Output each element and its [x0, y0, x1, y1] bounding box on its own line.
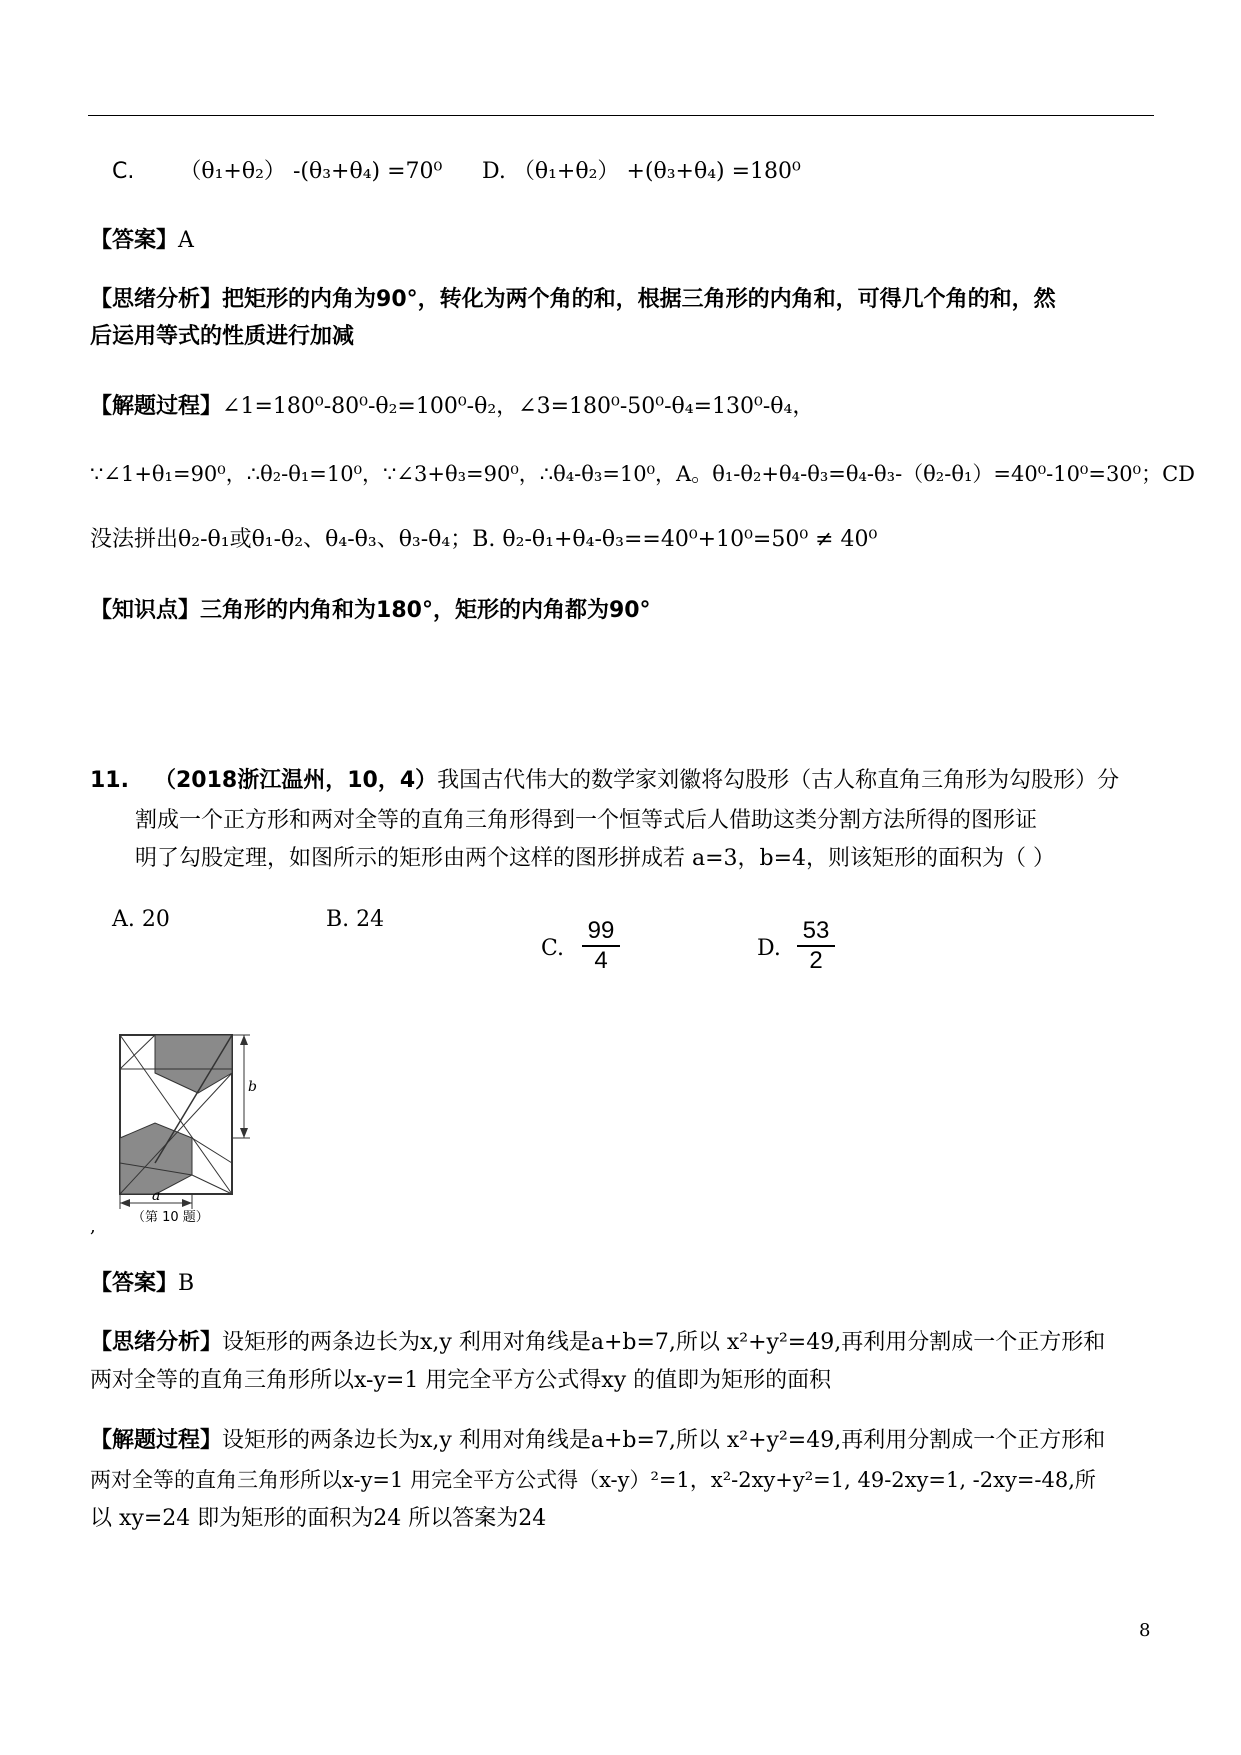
- figure-shaded-bottom: [120, 1123, 192, 1194]
- q11-solution-tag: 【解题过程】: [90, 1428, 223, 1453]
- q11-option-c-label: C.: [541, 936, 565, 961]
- q11-option-c-denominator: 4: [594, 947, 608, 974]
- q11-option-d-numerator: 53: [797, 917, 835, 947]
- q10-solution-line3: 没法拼出θ₂-θ₁或θ₁-θ₂、θ₄-θ₃、θ₃-θ₄；B. θ₂-θ₁+θ₄-θ₃==40⁰+10⁰=50⁰ ≠ 40⁰: [90, 527, 878, 552]
- option-d-expr-mid: +(θ₃+θ₄): [626, 159, 725, 184]
- option-c-label: C.: [112, 159, 135, 184]
- q10-analysis-text1: 把矩形的内角为90°，转化为两个角的和，根据三角形的内角和，可得几个角的和，然: [222, 287, 1056, 312]
- q11-analysis-line2: 两对全等的直角三角形所以x-y=1 用完全平方公式得xy 的值即为矩形的面积: [90, 1368, 832, 1393]
- q11-option-d-fraction: [797, 917, 835, 975]
- q10-solution-text1: ∠1=180⁰-80⁰-θ₂=100⁰-θ₂，∠3=180⁰-50⁰-θ₄=130⁰-θ₄，: [222, 394, 815, 419]
- q11-option-c-fraction: [582, 917, 620, 975]
- q10-answer-tag: 【答案】: [90, 228, 179, 253]
- q10-knowledge: [90, 597, 651, 625]
- q11-stem-line3: 明了勾股定理，如图所示的矩形由两个这样的图形拼成若 a=3，b=4，则该矩形的面积为（ ）: [135, 846, 1056, 871]
- q11-option-c-numerator: 99: [582, 917, 620, 947]
- q10-analysis-line1: [90, 286, 1056, 314]
- figure-label-a: a: [152, 1188, 161, 1204]
- option-c-expr-right: =70⁰: [387, 159, 443, 184]
- option-d-label: D.: [482, 159, 506, 184]
- q11-stem-line2: 割成一个正方形和两对全等的直角三角形得到一个恒等式后人借助这类分割方法所得的图形证: [135, 808, 1038, 833]
- q11-analysis-text1: 设矩形的两条边长为x,y 利用对角线是a+b=7,所以 x²+y²=49,再利用分割成一个正方形和: [222, 1330, 1106, 1355]
- header-rule: [88, 115, 1154, 116]
- q11-analysis-tag: 【思绪分析】: [90, 1330, 223, 1355]
- figure-label-b: b: [248, 1079, 257, 1095]
- figure-caption: （第 10 题）: [132, 1210, 209, 1223]
- option-d-line: [482, 158, 801, 186]
- q10-analysis-line2: 后运用等式的性质进行加减: [90, 324, 355, 349]
- q11-source: （2018浙江温州，10，4）: [153, 768, 438, 793]
- q11-solution-line3: 以 xy=24 即为矩形的面积为24 所以答案为24: [90, 1506, 547, 1531]
- option-c-expr-mid: -(θ₃+θ₄): [292, 159, 381, 184]
- q10-solution-tag: 【解题过程】: [90, 394, 223, 419]
- q11-after-figure: ,: [90, 1216, 96, 1237]
- q10-knowledge-tag: 【知识点】: [90, 598, 201, 623]
- q11-option-a: A. 20: [112, 907, 170, 932]
- q11-analysis-line1: [90, 1329, 1105, 1357]
- q10-answer-value: A: [178, 228, 194, 253]
- q11-solution-line1: [90, 1427, 1105, 1455]
- q11-solution-text1: 设矩形的两条边长为x,y 利用对角线是a+b=7,所以 x²+y²=49,再利用分割成一个正方形和: [222, 1428, 1106, 1453]
- page-number: 8: [1139, 1620, 1151, 1641]
- q11-solution-line2: 两对全等的直角三角形所以x-y=1 用完全平方公式得（x-y）²=1，x²-2xy+y²=1, 49-2xy=1, -2xy=-48,所: [90, 1468, 1096, 1492]
- q11-answer: [90, 1270, 194, 1298]
- q10-analysis-tag: 【思绪分析】: [90, 287, 223, 312]
- option-d-expr-right: =180⁰: [731, 159, 801, 184]
- q11-figure: [110, 1033, 270, 1223]
- q11-option-b: B. 24: [326, 907, 385, 932]
- q11-answer-tag: 【答案】: [90, 1271, 179, 1296]
- q11-option-d-denominator: 2: [809, 947, 823, 974]
- q10-solution-line2: ∵∠1+θ₁=90⁰，∴θ₂-θ₁=10⁰，∵∠3+θ₃=90⁰，∴θ₄-θ₃=10⁰，A。θ₁-θ₂+θ₄-θ₃=θ₄-θ₃-（θ₂-θ₁）=40⁰-10⁰=30⁰；CD: [90, 462, 1195, 486]
- q11-stem-line1: [90, 767, 1119, 795]
- q11-answer-value: B: [178, 1271, 195, 1296]
- option-c-line: [112, 158, 442, 186]
- q11-option-d-label: D.: [757, 936, 781, 961]
- option-d-expr-left: （θ₁+θ₂）: [512, 159, 620, 184]
- q10-knowledge-text: 三角形的内角和为180°，矩形的内角都为90°: [200, 598, 651, 623]
- q10-answer: [90, 227, 194, 255]
- option-c-expr-left: （θ₁+θ₂）: [179, 159, 286, 184]
- q11-stem-text1: 我国古代伟大的数学家刘徽将勾股形（古人称直角三角形为勾股形）分: [437, 768, 1120, 793]
- q11-number: 11.: [90, 768, 129, 793]
- q10-solution-line1: [90, 393, 814, 421]
- figure-shaded-top: [155, 1035, 232, 1093]
